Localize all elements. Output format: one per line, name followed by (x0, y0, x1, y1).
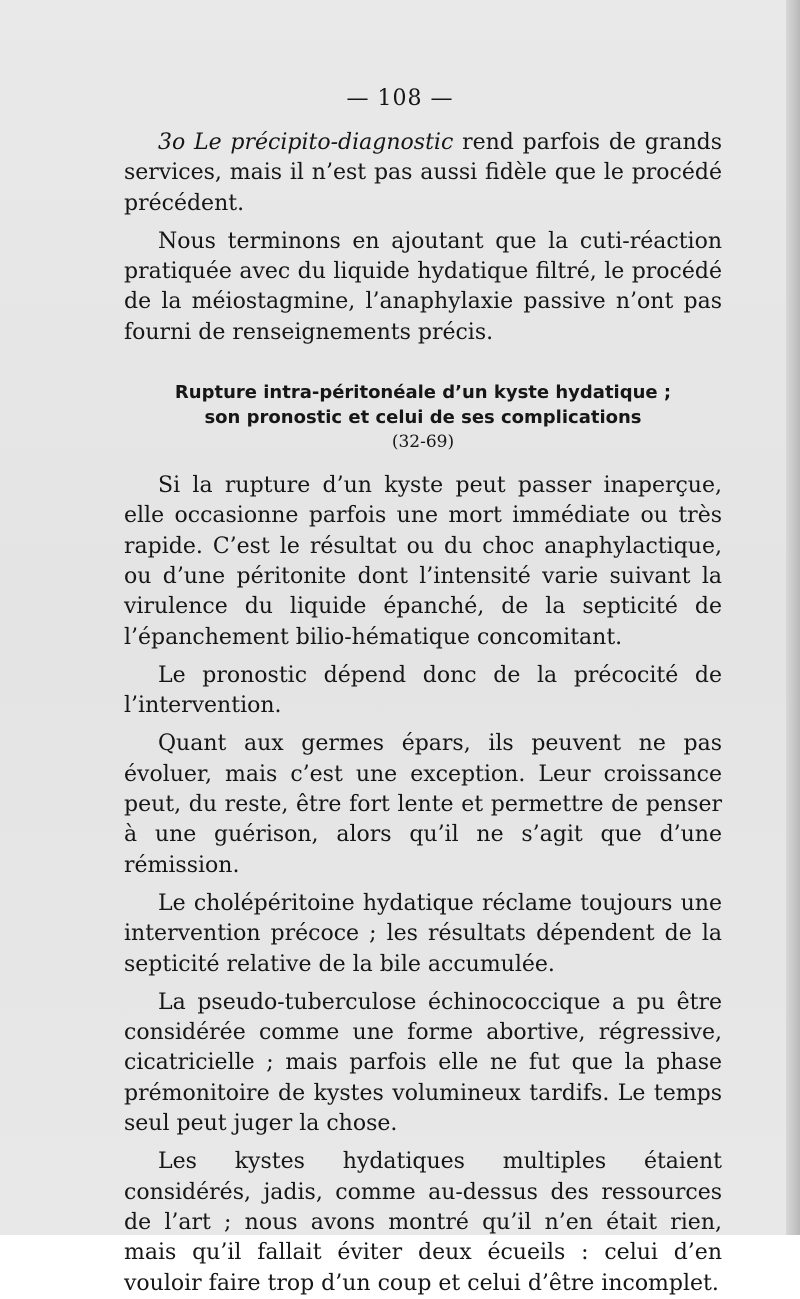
paragraph-conclusion-tests: Nous terminons en ajoutant que la cuti-réaction pratiquée avec du liquide hydatique filtré, le procédé de la méiostagmine, l’anaphylaxie passive n’ont pas fourni de renseignements précis. (124, 228, 722, 345)
paragraph-lead-italic: 3o Le précipito-diagnostic (158, 130, 454, 155)
paragraph-text: rend parfois de grands services, mais il n’est pas aussi fidèle que le procédé précédent. (124, 130, 722, 216)
paragraph-pronostic: Le pronostic dépend donc de la précocité de l’intervention. (124, 662, 722, 719)
paragraph-pseudo-tuberculose: La pseudo-tuberculose échinococcique a pu être considérée comme une forme abortive, régressive, cicatricielle ; mais parfois elle ne fut que la phase prémonitoire de kystes volumineux tardifs. Le temps seul peut juger la chose. (124, 989, 722, 1137)
paragraph-germes: Quant aux germes épars, ils peuvent ne pas évoluer, mais c’est une exception. Leur croissance peut, du reste, être fort lente et permettre de penser à une guérison, alors qu’il ne s’agit que d’une rémission. (124, 731, 722, 878)
page-number: — 108 — (346, 86, 454, 111)
section-heading-line-1: Rupture intra-péritonéale d’un kyste hydatique ; (174, 382, 672, 404)
paragraph-cholperitoine: Le cholépéritoine hydatique réclame toujours une intervention précoce ; les résultats dépendent de la septicité relative de la bile accumulée. (124, 890, 722, 977)
page-body (124, 128, 722, 1299)
section-heading-reference: (32-69) (391, 432, 455, 453)
section-heading-line-2: son pronostic et celui de ses complications (204, 407, 642, 429)
paragraph-precipito-diagnostic (124, 128, 722, 219)
section-heading (124, 380, 722, 455)
paragraph-kystes-multiples: Les kystes hydatiques multiples étaient considérés, jadis, comme au-dessus des ressources de l’art ; nous avons montré qu’il n’en était rien, mais qu’il fallait éviter deux écueils : celui d’en vouloir faire trop d’un coup et celui d’être incomplet. (124, 1149, 722, 1296)
paragraph-rupture: Si la rupture d’un kyste peut passer inaperçue, elle occasionne parfois une mort immédiate ou très rapide. C’est le résultat ou du choc anaphylactique, ou d’une péritonite dont l’intensité varie suivant la virulence du liquide épanché, de la septicité de l’épanchement bilio-hématique concomitant. (124, 473, 722, 650)
